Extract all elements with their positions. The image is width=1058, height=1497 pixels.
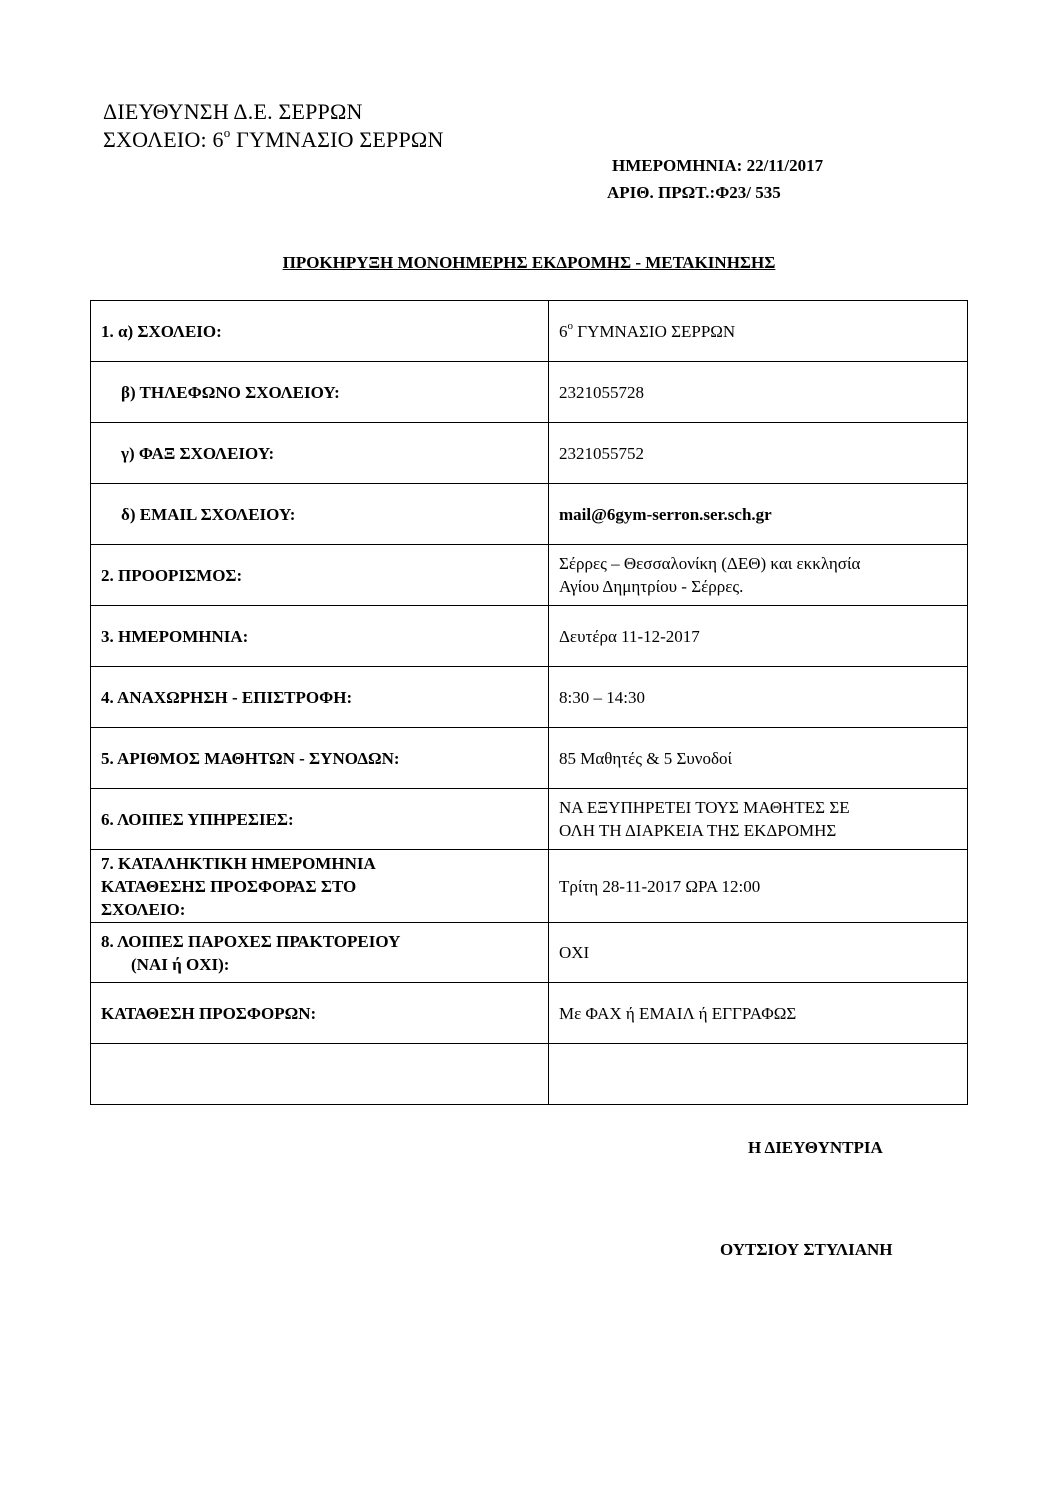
directorate-heading: ΔΙΕΥΘΥΝΣΗ Δ.Ε. ΣΕΡΡΩΝ xyxy=(103,99,363,124)
table-row xyxy=(91,362,968,423)
signature-role: Η ΔΙΕΥΘΥΝΤΡΙΑ xyxy=(748,1138,883,1157)
table-row xyxy=(91,983,968,1044)
other-label xyxy=(91,923,549,983)
submission-label: ΚΑΤΑΘΕΣΗ ΠΡΟΣΦΟΡΩΝ: xyxy=(91,983,549,1044)
protocol-number: ΑΡΙΘ. ΠΡΩΤ.:Φ23/ 535 xyxy=(607,183,781,202)
phone-label: β) ΤΗΛΕΦΩΝΟ ΣΧΟΛΕΙΟΥ: xyxy=(91,362,549,423)
services-value-line2: ΟΛΗ ΤΗ ΔΙΑΡΚΕΙΑ ΤΗΣ ΕΚΔΡΟΜΗΣ xyxy=(559,821,837,840)
document-title xyxy=(0,253,1058,273)
phone-value: 2321055728 xyxy=(549,362,968,423)
document-date: ΗΜΕΡΟΜΗΝΙΑ: 22/11/2017 xyxy=(612,156,824,175)
school-heading-suffix: ΓΥΜΝΑΣΙΟ ΣΕΡΡΩΝ xyxy=(230,127,444,152)
fax-value: 2321055752 xyxy=(549,423,968,484)
school-value-suffix: ΓΥΜΝΑΣΙΟ ΣΕΡΡΩΝ xyxy=(573,321,736,341)
announcement-table xyxy=(90,300,968,1105)
table-row xyxy=(91,850,968,923)
school-value-ordinal: ο xyxy=(567,319,573,332)
destination-value-line1: Σέρρες – Θεσσαλονίκη (ΔΕΘ) και εκκλησία xyxy=(559,554,861,573)
date-label: 3. ΗΜΕΡΟΜΗΝΙΑ: xyxy=(91,606,549,667)
other-label-line1: 8. ΛΟΙΠΕΣ ΠΑΡΟΧΕΣ ΠΡΑΚΤΟΡΕΙΟΥ xyxy=(101,931,401,951)
signature-name: ΟΥΤΣΙΟΥ ΣΤΥΛΙΑΝΗ xyxy=(720,1240,893,1259)
count-label: 5. ΑΡΙΘΜΟΣ ΜΑΘΗΤΩΝ - ΣΥΝΟΔΩΝ: xyxy=(91,728,549,789)
destination-value-line2: Αγίου Δημητρίου - Σέρρες. xyxy=(559,577,744,596)
school-label: 1. α) ΣΧΟΛΕΙΟ: xyxy=(91,301,549,362)
table-row xyxy=(91,484,968,545)
school-value-prefix: 6 xyxy=(559,321,568,341)
school-heading-prefix: ΣΧΟΛΕΙΟ: 6 xyxy=(103,127,224,152)
deadline-value: Τρίτη 28-11-2017 ΩΡΑ 12:00 xyxy=(549,850,968,923)
deadline-label-line3: ΣΧΟΛΕΙΟ: xyxy=(101,899,186,919)
date-value: Δευτέρα 11-12-2017 xyxy=(549,606,968,667)
table-row xyxy=(91,923,968,983)
submission-value: Με ΦΑΧ ή ΕΜΑΙΛ ή ΕΓΓΡΑΦΩΣ xyxy=(549,983,968,1044)
departure-label: 4. ΑΝΑΧΩΡΗΣΗ - ΕΠΙΣΤΡΟΦΗ: xyxy=(91,667,549,728)
departure-value: 8:30 – 14:30 xyxy=(549,667,968,728)
table-row xyxy=(91,667,968,728)
services-value xyxy=(549,789,968,850)
services-value-line1: ΝΑ ΕΞΥΠΗΡΕΤΕΙ ΤΟΥΣ ΜΑΘΗΤΕΣ ΣΕ xyxy=(559,798,850,817)
table-row xyxy=(91,606,968,667)
table-row xyxy=(91,789,968,850)
fax-label: γ) ΦΑΞ ΣΧΟΛΕΙΟΥ: xyxy=(91,423,549,484)
document-title-text: ΠΡΟΚΗΡΥΞΗ ΜΟΝΟΗΜΕΡΗΣ ΕΚΔΡΟΜΗΣ - ΜΕΤΑΚΙΝΗΣΗΣ xyxy=(282,253,776,272)
email-value: mail@6gym-serron.ser.sch.gr xyxy=(549,484,968,545)
deadline-label xyxy=(91,850,549,923)
school-value xyxy=(549,301,968,362)
deadline-label-line1: 7. ΚΑΤΑΛΗΚΤΙΚΗ ΗΜΕΡΟΜΗΝΙΑ xyxy=(101,853,376,873)
count-value: 85 Μαθητές & 5 Συνοδοί xyxy=(549,728,968,789)
destination-value xyxy=(549,545,968,606)
destination-label: 2. ΠΡΟΟΡΙΣΜΟΣ: xyxy=(91,545,549,606)
table-row xyxy=(91,301,968,362)
deadline-label-line2: ΚΑΤΑΘΕΣΗΣ ΠΡΟΣΦΟΡΑΣ ΣΤΟ xyxy=(101,876,357,896)
other-value: ΟΧΙ xyxy=(549,923,968,983)
other-label-line2: (ΝΑΙ ή ΟΧΙ): xyxy=(131,954,230,974)
table-row xyxy=(91,423,968,484)
services-label: 6. ΛΟΙΠΕΣ ΥΠΗΡΕΣΙΕΣ: xyxy=(91,789,549,850)
empty-cell xyxy=(549,1044,968,1105)
table-row xyxy=(91,545,968,606)
empty-cell xyxy=(91,1044,549,1105)
email-label: δ) EMAIL ΣΧΟΛΕΙΟΥ: xyxy=(91,484,549,545)
table-row xyxy=(91,1044,968,1105)
school-heading xyxy=(103,127,444,153)
school-heading-ordinal: ο xyxy=(223,125,231,140)
table-row xyxy=(91,728,968,789)
